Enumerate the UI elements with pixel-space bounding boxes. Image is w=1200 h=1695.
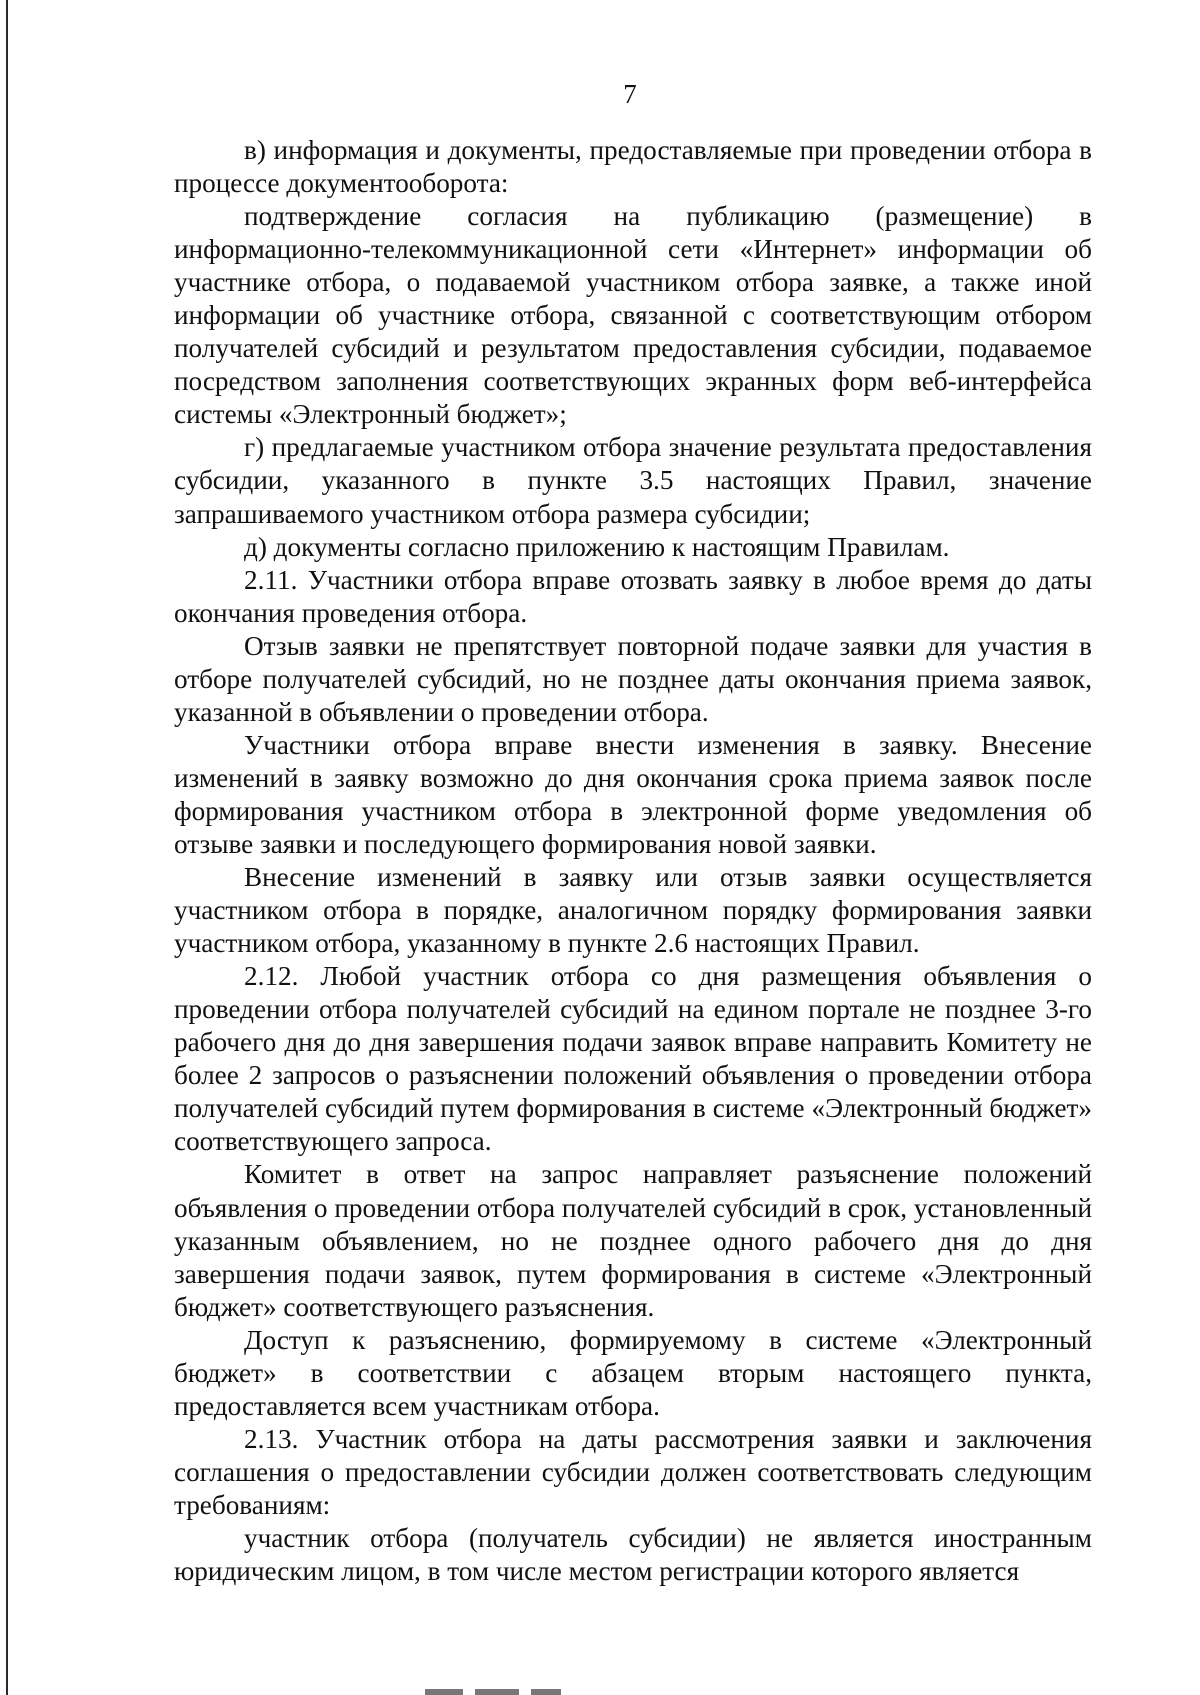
paragraph-v: в) информация и документы, предоставляемые при проведении отбора в процессе документооборота: xyxy=(174,135,1092,199)
cut-off-footer-mark xyxy=(425,1680,585,1695)
paragraph-changes: Участники отбора вправе внести изменения в заявку. Внесение изменений в заявку возможно до дня окончания срока приема заявок после формирования участником отбора в электронной форме уведомления об отзыве заявки и последующего формирования новой заявки. xyxy=(174,729,1092,859)
paragraph-2-12: 2.12. Любой участник отбора со дня размещения объявления о проведении отбора получателей субсидий на едином портале не позднее 3-го рабочего дня до дня завершения подачи заявок вправе направить Комитету не более 2 запросов о разъяснении положений объявления о проведении отбора получателей субсидий путем формирования в системе «Электронный бюджет» соответствующего запроса. xyxy=(174,961,1092,1157)
scan-left-border xyxy=(6,0,8,1695)
paragraph-2-13: 2.13. Участник отбора на даты рассмотрения заявки и заключения соглашения о предоставлении субсидии должен соответствовать следующим требованиям: xyxy=(174,1423,1092,1520)
page-number: 7 xyxy=(623,79,637,109)
paragraph-access: Доступ к разъяснению, формируемому в системе «Электронный бюджет» в соответствии с абзацем вторым настоящего пункта, предоставляется всем участникам отбора. xyxy=(174,1324,1092,1421)
document-body xyxy=(174,134,1092,1588)
paragraph-d: д) документы согласно приложению к настоящим Правилам. xyxy=(244,531,950,562)
paragraph-consent: подтверждение согласия на публикацию (размещение) в информационно-телекоммуникационной сети «Интернет» информации об участнике отбора, о подаваемой участником отбора заявке, а также иной информации об участнике отбора, связанной с соответствующим отбором получателей субсидий и результатом предоставления субсидии, подаваемое посредством заполнения соответствующих экранных форм веб-интерфейса системы «Электронный бюджет»; xyxy=(174,201,1092,430)
paragraph-requirement-1: участник отбора (получатель субсидии) не является иностранным юридическим лицом, в том числе местом регистрации которого является xyxy=(174,1522,1092,1587)
paragraph-changes-procedure: Внесение изменений в заявку или отзыв заявки осуществляется участником отбора в порядке, аналогичном порядку формирования заявки участником отбора, указанному в пункте 2.6 настоящих Правил. xyxy=(174,862,1092,959)
paragraph-withdrawal: Отзыв заявки не препятствует повторной подаче заявки для участия в отборе получателей субсидий, но не позднее даты окончания приема заявок, указанной в объявлении о проведении отбора. xyxy=(174,630,1092,727)
paragraph-g: г) предлагаемые участником отбора значение результата предоставления субсидии, указанного в пункте 3.5 настоящих Правил, значение запрашиваемого участником отбора размера субсидии; xyxy=(174,432,1092,529)
paragraph-2-11: 2.11. Участники отбора вправе отозвать заявку в любое время до даты окончания проведения отбора. xyxy=(174,564,1092,628)
paragraph-committee-response: Комитет в ответ на запрос направляет разъяснение положений объявления о проведении отбора получателей субсидий в срок, установленный указанным объявлением, но не позднее одного рабочего дня до дня завершения подачи заявок, путем формирования в системе «Электронный бюджет» соответствующего разъяснения. xyxy=(174,1159,1092,1322)
